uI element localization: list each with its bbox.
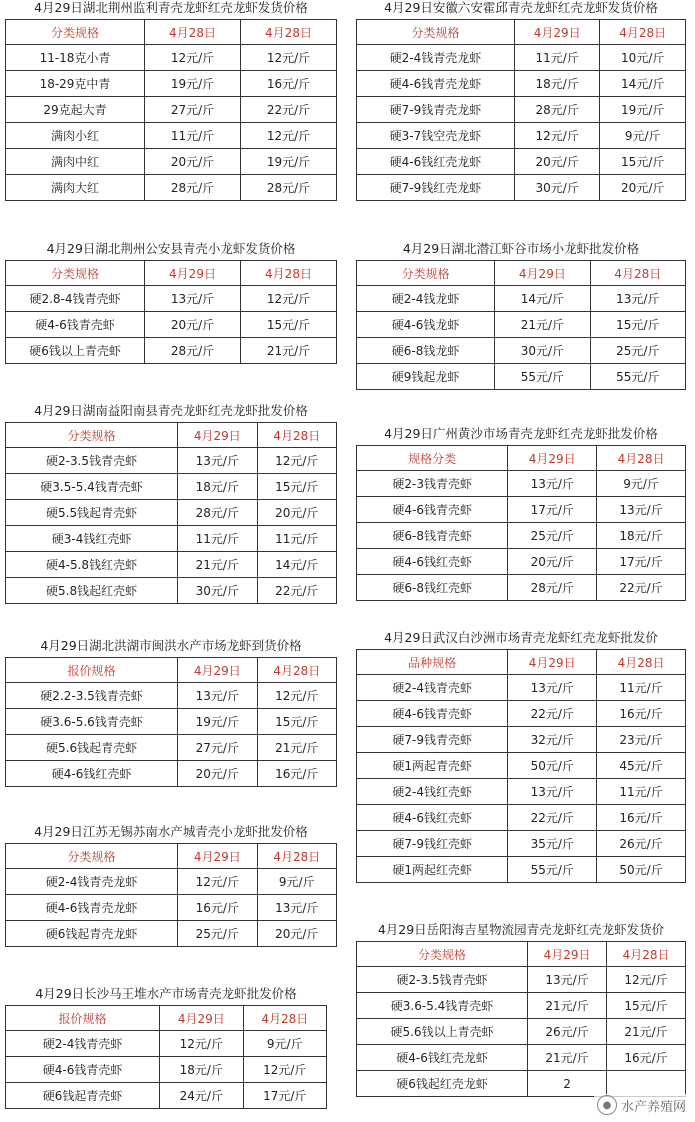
price-cell: 30元/斤 [514,175,600,201]
table-row [357,549,686,575]
spec-cell: 硬6钱起青壳龙虾 [6,921,178,947]
price-cell: 14元/斤 [600,71,686,97]
table-row [6,149,337,175]
price-table-block-4 [5,403,337,604]
price-cell: 20元/斤 [257,921,336,947]
price-table [356,649,686,883]
spec-cell: 硬3.5-5.4钱青壳虾 [6,474,178,500]
price-cell: 22元/斤 [597,575,686,601]
spec-cell: 硬2-3.5钱青壳虾 [6,448,178,474]
header-date: 4月28日 [597,446,686,471]
wechat-icon: ● [597,1095,617,1115]
table-row [6,895,337,921]
table-row [6,709,337,735]
table-row [6,683,337,709]
price-cell: 20元/斤 [514,149,600,175]
table-row [357,1019,686,1045]
spec-cell: 硬4-6钱红壳虾 [357,805,508,831]
price-cell: 13元/斤 [508,779,597,805]
table-row [6,921,337,947]
table-row [6,338,337,364]
price-cell: 10元/斤 [600,45,686,71]
price-cell: 17元/斤 [597,549,686,575]
table-header-row [357,261,686,286]
table-title: 4月29日湖北潜江虾谷市场小龙虾批发价格 [402,241,640,256]
price-cell: 21元/斤 [607,1019,686,1045]
price-cell: 20元/斤 [508,549,597,575]
price-cell: 11元/斤 [597,779,686,805]
price-cell: 12元/斤 [241,286,337,312]
header-spec: 分类规格 [357,20,515,45]
header-date: 4月28日 [600,20,686,45]
table-row [357,779,686,805]
spec-cell: 硬4-6钱青壳虾 [357,701,508,727]
table-row [6,869,337,895]
table-title: 4月29日岳阳海吉星物流园青壳龙虾红壳龙虾发货价 [377,922,665,937]
price-table [5,422,337,604]
price-table-block-3 [356,241,686,390]
spec-cell: 硬7-9钱红壳龙虾 [357,175,515,201]
price-cell: 12元/斤 [160,1031,243,1057]
price-cell: 21元/斤 [528,993,607,1019]
table-title: 4月29日江苏无锡苏南水产城青壳小龙虾批发价格 [34,824,308,839]
table-row [6,761,337,787]
table-row [357,675,686,701]
table-row [6,552,337,578]
header-date: 4月29日 [514,20,600,45]
table-row [357,497,686,523]
table-header-row [357,446,686,471]
price-cell: 9元/斤 [243,1031,326,1057]
spec-cell: 硬5.6钱起青壳虾 [6,735,178,761]
header-date: 4月28日 [241,20,337,45]
table-row [6,175,337,201]
price-cell: 35元/斤 [508,831,597,857]
price-cell: 20元/斤 [145,149,241,175]
table-title: 4月29日长沙马王堆水产市场青壳龙虾批发价格 [35,986,297,1001]
price-cell: 28元/斤 [145,175,241,201]
price-table-block-5 [356,426,686,601]
table-title: 4月29日湖北荆州公安县青壳小龙虾发货价格 [46,241,296,256]
price-cell: 20元/斤 [145,312,241,338]
table-row [357,97,686,123]
spec-cell: 硬6钱以上青壳虾 [6,338,145,364]
header-date: 4月28日 [257,658,336,683]
spec-cell: 硬3.6-5.4钱青壳虾 [357,993,528,1019]
header-spec: 品种规格 [357,650,508,675]
price-cell: 15元/斤 [590,312,685,338]
spec-cell: 满肉大红 [6,175,145,201]
spec-cell: 硬2-4钱青壳龙虾 [6,869,178,895]
header-date: 4月29日 [178,658,257,683]
table-row [357,753,686,779]
price-table [356,19,686,201]
table-row [357,71,686,97]
spec-cell: 硬6钱起红壳龙虾 [357,1071,528,1097]
spec-cell: 硬4-6钱青壳虾 [6,312,145,338]
price-cell: 50元/斤 [508,753,597,779]
price-cell: 25元/斤 [178,921,257,947]
price-cell: 55元/斤 [508,857,597,883]
table-row [357,471,686,497]
price-cell: 30元/斤 [178,578,257,604]
table-row [357,364,686,390]
price-table-block-8 [5,824,337,947]
table-row [6,500,337,526]
table-row [6,1057,327,1083]
price-table [5,843,337,947]
table-header-row [6,1006,327,1031]
price-cell: 20元/斤 [257,500,336,526]
table-row [6,45,337,71]
price-cell: 9元/斤 [600,123,686,149]
price-cell: 12元/斤 [145,45,241,71]
spec-cell: 硬2-4钱青壳虾 [6,1031,160,1057]
price-cell: 21元/斤 [528,1045,607,1071]
spec-cell: 硬1两起青壳虾 [357,753,508,779]
spec-cell: 满肉中红 [6,149,145,175]
header-spec: 分类规格 [357,942,528,967]
spec-cell: 硬3-7钱空壳龙虾 [357,123,515,149]
table-row [357,575,686,601]
spec-cell: 硬5.5钱起青壳虾 [6,500,178,526]
header-date: 4月28日 [145,20,241,45]
spec-cell: 硬4-6钱龙虾 [357,312,495,338]
table-title: 4月29日湖南益阳南县青壳龙虾红壳龙虾批发价格 [34,403,308,418]
header-date: 4月29日 [160,1006,243,1031]
price-cell: 55元/斤 [495,364,590,390]
header-date: 4月28日 [607,942,686,967]
price-cell: 16元/斤 [241,71,337,97]
table-row [6,474,337,500]
price-table [356,941,686,1097]
spec-cell: 硬7-9钱青壳龙虾 [357,97,515,123]
table-row [357,1045,686,1071]
price-cell: 11元/斤 [178,526,257,552]
price-cell: 12元/斤 [514,123,600,149]
price-cell: 18元/斤 [178,474,257,500]
price-cell: 16元/斤 [178,895,257,921]
price-cell: 27元/斤 [145,97,241,123]
table-header-row [6,20,337,45]
price-cell: 17元/斤 [243,1083,326,1109]
table-row [357,175,686,201]
spec-cell: 硬6-8钱青壳虾 [357,523,508,549]
price-cell: 25元/斤 [590,338,685,364]
price-cell: 45元/斤 [597,753,686,779]
spec-cell: 硬3.6-5.6钱青壳虾 [6,709,178,735]
spec-cell: 硬7-9钱青壳虾 [357,727,508,753]
price-cell: 27元/斤 [178,735,257,761]
price-cell: 19元/斤 [600,97,686,123]
price-cell [607,1071,686,1097]
table-row [357,123,686,149]
spec-cell: 硬4-6钱青壳虾 [357,497,508,523]
header-spec: 报价规格 [6,658,178,683]
price-cell: 12元/斤 [607,967,686,993]
spec-cell: 18-29克中青 [6,71,145,97]
header-date: 4月28日 [241,261,337,286]
spec-cell: 硬4-6钱红壳虾 [357,549,508,575]
spec-cell: 硬2-4钱红壳虾 [357,779,508,805]
price-cell: 12元/斤 [257,683,336,709]
header-spec: 报价规格 [6,1006,160,1031]
spec-cell: 硬4-6钱红壳虾 [6,761,178,787]
spec-cell: 硬2.8-4钱青壳虾 [6,286,145,312]
price-table [5,657,337,787]
price-cell: 12元/斤 [178,869,257,895]
spec-cell: 硬4-6钱红壳龙虾 [357,1045,528,1071]
price-cell: 13元/斤 [257,895,336,921]
spec-cell: 硬2-4钱青壳龙虾 [357,45,515,71]
price-cell: 26元/斤 [528,1019,607,1045]
price-cell: 14元/斤 [257,552,336,578]
table-row [6,448,337,474]
spec-cell: 硬2-4钱青壳虾 [357,675,508,701]
watermark [594,1094,689,1116]
price-cell: 13元/斤 [178,448,257,474]
price-cell: 32元/斤 [508,727,597,753]
price-cell: 17元/斤 [508,497,597,523]
table-row [6,71,337,97]
table-row [357,286,686,312]
table-row [357,149,686,175]
header-spec: 分类规格 [6,261,145,286]
price-cell: 30元/斤 [495,338,590,364]
table-header-row [6,658,337,683]
header-date: 4月28日 [590,261,685,286]
price-cell: 2 [528,1071,607,1097]
table-row [357,831,686,857]
spec-cell: 满肉小红 [6,123,145,149]
spec-cell: 硬5.6钱以上青壳虾 [357,1019,528,1045]
price-cell: 15元/斤 [257,709,336,735]
price-cell: 28元/斤 [145,338,241,364]
header-spec: 分类规格 [6,844,178,869]
price-table-block-10 [5,986,327,1109]
price-cell: 19元/斤 [178,709,257,735]
header-spec: 分类规格 [6,423,178,448]
table-title: 4月29日广州黄沙市场青壳龙虾红壳龙虾批发价格 [384,426,658,441]
price-cell: 21元/斤 [495,312,590,338]
table-row [357,1071,686,1097]
watermark-text: 水产养殖网 [620,1099,686,1115]
spec-cell: 硬4-6钱青壳虾 [6,1057,160,1083]
table-row [357,45,686,71]
price-cell: 16元/斤 [257,761,336,787]
price-cell: 15元/斤 [241,312,337,338]
price-cell: 15元/斤 [607,993,686,1019]
price-cell: 20元/斤 [178,761,257,787]
price-cell: 18元/斤 [597,523,686,549]
table-row [6,1083,327,1109]
spec-cell: 硬4-6钱青壳龙虾 [6,895,178,921]
price-cell: 18元/斤 [514,71,600,97]
price-cell: 12元/斤 [241,45,337,71]
table-title: 4月29日湖北荆州监利青壳龙虾红壳龙虾发货价格 [34,0,308,15]
price-cell: 22元/斤 [257,578,336,604]
spec-cell: 硬2-3.5钱青壳虾 [357,967,528,993]
spec-cell: 硬4-6钱红壳龙虾 [357,149,515,175]
price-table-block-1 [356,0,686,201]
spec-cell: 硬1两起红壳虾 [357,857,508,883]
price-cell: 28元/斤 [241,175,337,201]
spec-cell: 硬2-3钱青壳虾 [357,471,508,497]
price-cell: 13元/斤 [178,683,257,709]
spec-cell: 11-18克小青 [6,45,145,71]
table-row [6,123,337,149]
header-date: 4月29日 [178,844,257,869]
header-date: 4月29日 [178,423,257,448]
table-title: 4月29日武汉白沙洲市场青壳龙虾红壳龙虾批发价 [384,630,658,645]
table-row [357,805,686,831]
table-row [357,967,686,993]
spec-cell: 硬7-9钱红壳虾 [357,831,508,857]
table-header-row [6,844,337,869]
price-cell: 23元/斤 [597,727,686,753]
price-cell: 11元/斤 [514,45,600,71]
price-cell: 14元/斤 [495,286,590,312]
price-cell: 9元/斤 [257,869,336,895]
spec-cell: 硬6钱起青壳虾 [6,1083,160,1109]
header-spec: 分类规格 [6,20,145,45]
price-cell: 12元/斤 [241,123,337,149]
price-table-block-6 [5,638,337,787]
table-row [357,523,686,549]
price-cell: 21元/斤 [241,338,337,364]
price-cell: 13元/斤 [508,471,597,497]
table-row [357,727,686,753]
spec-cell: 硬4-5.8钱红壳虾 [6,552,178,578]
header-date: 4月29日 [495,261,590,286]
spec-cell: 硬6-8钱红壳虾 [357,575,508,601]
price-cell: 26元/斤 [597,831,686,857]
spec-cell: 硬2.2-3.5钱青壳虾 [6,683,178,709]
price-table [5,19,337,201]
table-row [357,312,686,338]
table-row [6,578,337,604]
spec-cell: 硬5.8钱起红壳虾 [6,578,178,604]
price-cell: 13元/斤 [145,286,241,312]
price-cell: 55元/斤 [590,364,685,390]
price-cell: 22元/斤 [241,97,337,123]
price-cell: 50元/斤 [597,857,686,883]
price-table [356,260,686,390]
table-row [6,286,337,312]
price-table-block-2 [5,241,337,364]
price-table [5,260,337,364]
header-date: 4月28日 [597,650,686,675]
table-row [357,701,686,727]
price-cell: 21元/斤 [257,735,336,761]
header-date: 4月29日 [528,942,607,967]
price-cell: 18元/斤 [160,1057,243,1083]
header-spec: 分类规格 [357,261,495,286]
price-cell: 16元/斤 [597,805,686,831]
price-cell: 20元/斤 [600,175,686,201]
price-cell: 11元/斤 [257,526,336,552]
price-cell: 16元/斤 [597,701,686,727]
price-cell: 22元/斤 [508,805,597,831]
price-table-block-9 [356,922,686,1097]
table-header-row [357,20,686,45]
price-cell: 9元/斤 [597,471,686,497]
table-header-row [357,650,686,675]
spec-cell: 硬4-6钱青壳龙虾 [357,71,515,97]
spec-cell: 29克起大青 [6,97,145,123]
price-table-block-0 [5,0,337,201]
header-date: 4月29日 [145,261,241,286]
price-cell: 22元/斤 [508,701,597,727]
price-cell: 12元/斤 [243,1057,326,1083]
price-cell: 13元/斤 [508,675,597,701]
price-cell: 28元/斤 [178,500,257,526]
table-header-row [6,261,337,286]
table-header-row [6,423,337,448]
price-cell: 13元/斤 [528,967,607,993]
price-cell: 19元/斤 [145,71,241,97]
price-cell: 28元/斤 [508,575,597,601]
price-table-block-7 [356,630,686,883]
price-cell: 11元/斤 [597,675,686,701]
header-spec: 规格分类 [357,446,508,471]
header-date: 4月28日 [257,423,336,448]
spec-cell: 硬3-4钱红壳虾 [6,526,178,552]
price-cell: 25元/斤 [508,523,597,549]
spec-cell: 硬2-4钱龙虾 [357,286,495,312]
header-date: 4月28日 [243,1006,326,1031]
table-row [6,1031,327,1057]
header-date: 4月29日 [508,446,597,471]
table-row [6,526,337,552]
price-table [356,445,686,601]
table-row [357,857,686,883]
table-row [357,993,686,1019]
table-title: 4月29日湖北洪湖市闽洪水产市场龙虾到货价格 [40,638,302,653]
price-cell: 15元/斤 [600,149,686,175]
header-date: 4月28日 [257,844,336,869]
table-row [6,97,337,123]
price-cell: 13元/斤 [590,286,685,312]
price-cell: 13元/斤 [597,497,686,523]
header-date: 4月29日 [508,650,597,675]
table-header-row [357,942,686,967]
price-cell: 12元/斤 [257,448,336,474]
table-title: 4月29日安徽六安霍邱青壳龙虾红壳龙虾发货价格 [384,0,658,15]
table-row [6,735,337,761]
price-table [5,1005,327,1109]
price-cell: 16元/斤 [607,1045,686,1071]
spec-cell: 硬6-8钱龙虾 [357,338,495,364]
price-cell: 19元/斤 [241,149,337,175]
price-cell: 21元/斤 [178,552,257,578]
price-cell: 15元/斤 [257,474,336,500]
spec-cell: 硬9钱起龙虾 [357,364,495,390]
table-row [357,338,686,364]
price-cell: 24元/斤 [160,1083,243,1109]
price-cell: 11元/斤 [145,123,241,149]
table-row [6,312,337,338]
price-cell: 28元/斤 [514,97,600,123]
